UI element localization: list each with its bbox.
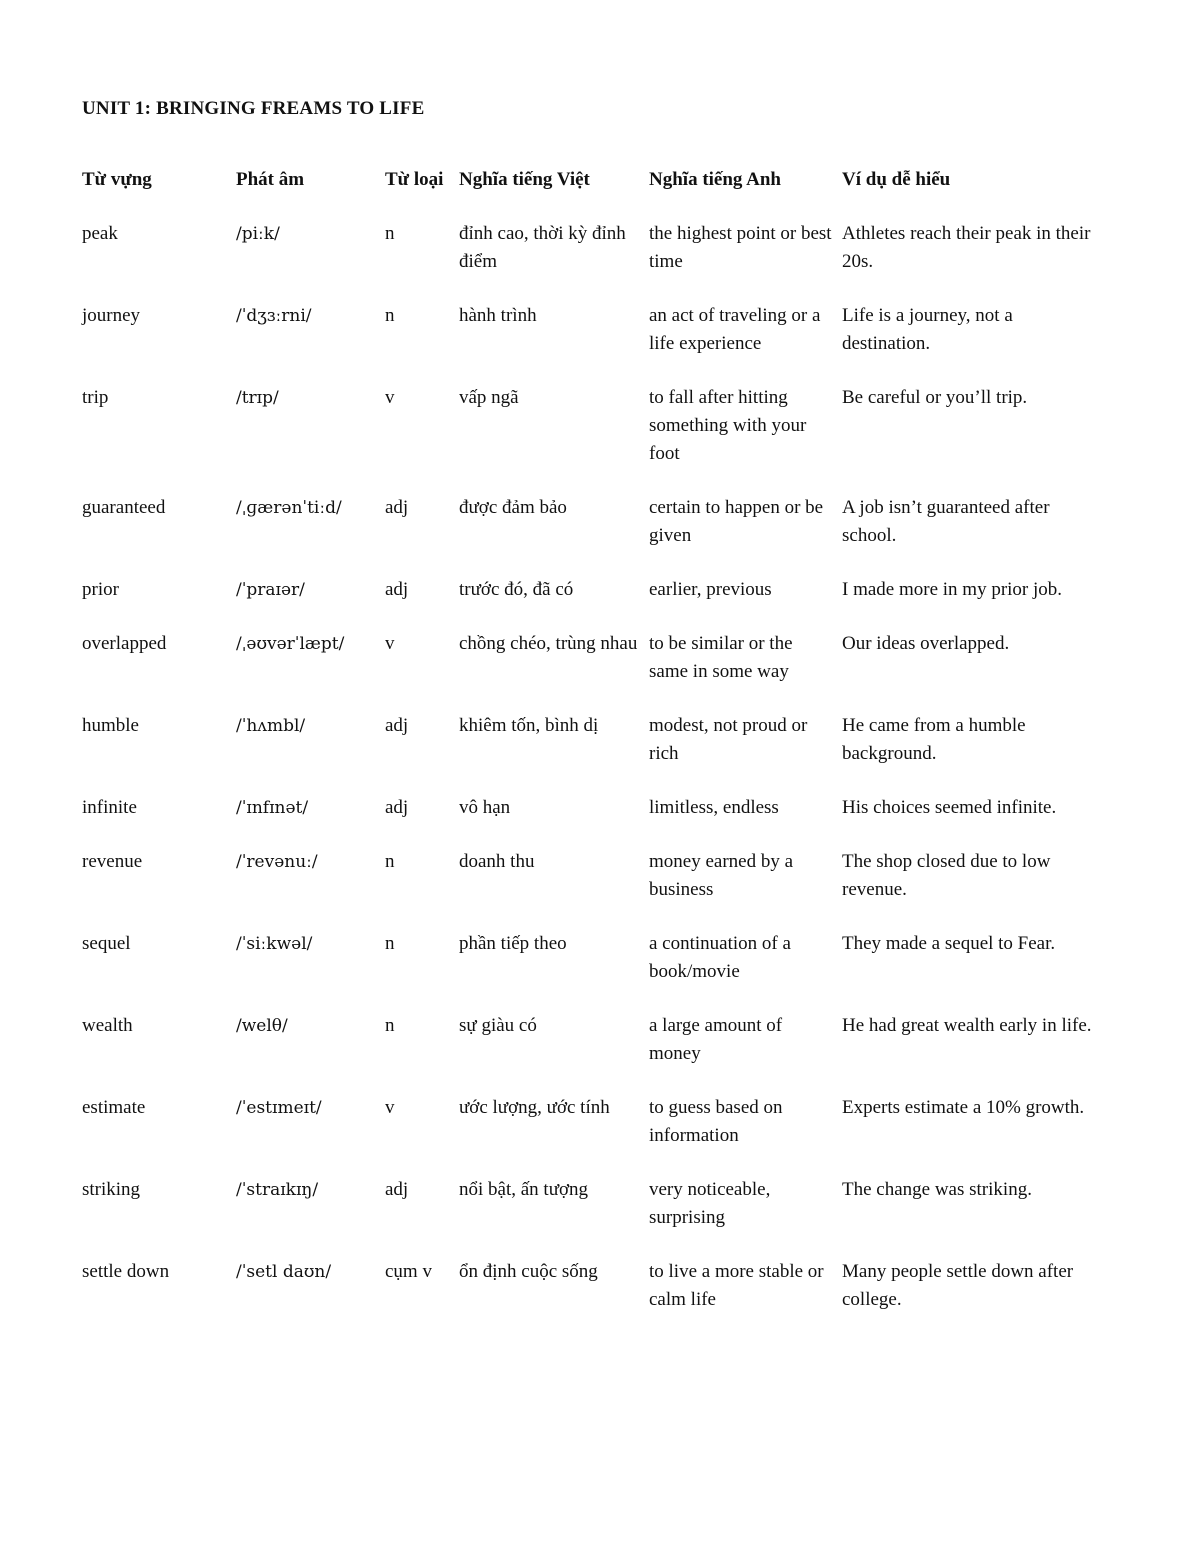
cell-pronunciation: /ˈɪnfɪnət/ (236, 798, 309, 818)
cell-vietnamese-meaning: khiêm tốn, bình dị (459, 715, 599, 736)
cell-english-meaning: a continuation of a book/movie (649, 933, 791, 982)
cell-word: estimate (82, 1097, 146, 1118)
table-row (82, 220, 1112, 302)
table-row (82, 1094, 1112, 1176)
table-row (82, 630, 1112, 712)
table-row (82, 576, 1112, 630)
cell-english-meaning: the highest point or best time (649, 223, 832, 272)
cell-pronunciation: /ˌɡærənˈtiːd/ (236, 498, 342, 518)
cell-word: peak (82, 223, 118, 244)
header-vietnamese-meaning: Nghĩa tiếng Việt (459, 169, 590, 190)
cell-word: journey (82, 305, 141, 326)
cell-example: His choices seemed infinite. (842, 797, 1057, 818)
table-row (82, 1176, 1112, 1258)
cell-english-meaning: very noticeable, surprising (649, 1179, 771, 1228)
cell-vietnamese-meaning: ổn định cuộc sống (459, 1261, 598, 1282)
cell-pronunciation: /ˈestɪmeɪt/ (236, 1098, 322, 1118)
cell-vietnamese-meaning: hành trình (459, 305, 537, 326)
cell-english-meaning: earlier, previous (649, 579, 772, 600)
cell-example: Our ideas overlapped. (842, 633, 1010, 654)
table-header-row (82, 166, 1112, 220)
cell-example: Experts estimate a 10% growth. (842, 1097, 1085, 1118)
cell-part-of-speech: n (385, 933, 395, 954)
table-row (82, 794, 1112, 848)
cell-word: sequel (82, 933, 131, 954)
cell-pronunciation: /ˈrevənuː/ (236, 852, 318, 872)
cell-vietnamese-meaning: vấp ngã (459, 387, 519, 408)
table-row (82, 1012, 1112, 1094)
cell-example: The change was striking. (842, 1179, 1032, 1200)
cell-pronunciation: /ˈpraɪər/ (236, 580, 305, 600)
table-row (82, 384, 1112, 494)
cell-english-meaning: money earned by a business (649, 851, 794, 900)
cell-word: infinite (82, 797, 137, 818)
cell-part-of-speech: adj (385, 579, 409, 600)
table-row (82, 1258, 1112, 1340)
cell-part-of-speech: adj (385, 497, 409, 518)
cell-part-of-speech: v (385, 633, 395, 654)
cell-vietnamese-meaning: sự giàu có (459, 1015, 537, 1036)
cell-pronunciation: /ˈsetl daʊn/ (236, 1262, 332, 1282)
cell-word: humble (82, 715, 139, 736)
cell-english-meaning: certain to happen or be given (649, 497, 824, 546)
cell-english-meaning: limitless, endless (649, 797, 779, 818)
header-example: Ví dụ dễ hiểu (842, 169, 951, 190)
cell-example: Athletes reach their peak in their 20s. (842, 223, 1091, 272)
cell-english-meaning: an act of traveling or a life experience (649, 305, 821, 354)
cell-pronunciation: /ˈdʒɜːrni/ (236, 306, 312, 326)
table-row (82, 494, 1112, 576)
cell-part-of-speech: adj (385, 797, 409, 818)
cell-example: I made more in my prior job. (842, 579, 1063, 600)
cell-english-meaning: a large amount of money (649, 1015, 783, 1064)
header-pronunciation: Phát âm (236, 169, 305, 190)
cell-example: They made a sequel to Fear. (842, 933, 1056, 954)
cell-part-of-speech: adj (385, 1179, 409, 1200)
cell-english-meaning: modest, not proud or rich (649, 715, 808, 764)
cell-vietnamese-meaning: nổi bật, ấn tượng (459, 1179, 589, 1200)
cell-word: guaranteed (82, 497, 166, 518)
cell-example: Life is a journey, not a destination. (842, 305, 1013, 354)
cell-part-of-speech: n (385, 851, 395, 872)
cell-pronunciation: /trɪp/ (236, 388, 279, 408)
cell-example: Be careful or you’ll trip. (842, 387, 1028, 408)
cell-example: He had great wealth early in life. (842, 1015, 1092, 1036)
cell-part-of-speech: adj (385, 715, 409, 736)
cell-example: A job isn’t guaranteed after school. (842, 497, 1050, 546)
cell-pronunciation: /piːk/ (236, 224, 280, 244)
cell-english-meaning: to fall after hitting something with your foot (649, 387, 807, 464)
cell-part-of-speech: v (385, 1097, 395, 1118)
cell-word: revenue (82, 851, 143, 872)
header-english-meaning: Nghĩa tiếng Anh (649, 169, 781, 190)
cell-pronunciation: /ˈsiːkwəl/ (236, 934, 313, 954)
cell-vietnamese-meaning: chồng chéo, trùng nhau (459, 633, 638, 654)
cell-vietnamese-meaning: vô hạn (459, 797, 511, 818)
cell-english-meaning: to live a more stable or calm life (649, 1261, 824, 1310)
table-row (82, 712, 1112, 794)
cell-part-of-speech: v (385, 387, 395, 408)
cell-example: He came from a humble background. (842, 715, 1026, 764)
cell-word: prior (82, 579, 119, 600)
cell-example: The shop closed due to low revenue. (842, 851, 1051, 900)
cell-vietnamese-meaning: được đảm bảo (459, 497, 567, 518)
cell-word: trip (82, 387, 109, 408)
vocabulary-table (82, 166, 1112, 1340)
cell-part-of-speech: n (385, 1015, 395, 1036)
cell-pronunciation: /ˌəʊvərˈlæpt/ (236, 634, 345, 654)
cell-english-meaning: to guess based on information (649, 1097, 783, 1146)
header-word: Từ vựng (82, 169, 152, 190)
cell-word: wealth (82, 1015, 133, 1036)
table-row (82, 302, 1112, 384)
cell-word: overlapped (82, 633, 167, 654)
cell-pronunciation: /ˈstraɪkɪŋ/ (236, 1180, 319, 1200)
cell-vietnamese-meaning: doanh thu (459, 851, 535, 872)
table-row (82, 930, 1112, 1012)
table-row (82, 848, 1112, 930)
cell-part-of-speech: n (385, 223, 395, 244)
document-title: UNIT 1: BRINGING FREAMS TO LIFE (82, 98, 425, 119)
cell-part-of-speech: cụm v (385, 1261, 432, 1282)
cell-pronunciation: /ˈhʌmbl/ (236, 716, 306, 736)
cell-vietnamese-meaning: ước lượng, ước tính (459, 1097, 610, 1118)
header-part-of-speech: Từ loại (385, 169, 444, 190)
cell-english-meaning: to be similar or the same in some way (649, 633, 793, 682)
cell-word: settle down (82, 1261, 170, 1282)
cell-part-of-speech: n (385, 305, 395, 326)
cell-pronunciation: /welθ/ (236, 1016, 288, 1036)
cell-vietnamese-meaning: phần tiếp theo (459, 933, 567, 954)
cell-example: Many people settle down after college. (842, 1261, 1074, 1310)
cell-word: striking (82, 1179, 141, 1200)
cell-vietnamese-meaning: đỉnh cao, thời kỳ đỉnh điểm (459, 223, 626, 272)
cell-vietnamese-meaning: trước đó, đã có (459, 579, 574, 600)
